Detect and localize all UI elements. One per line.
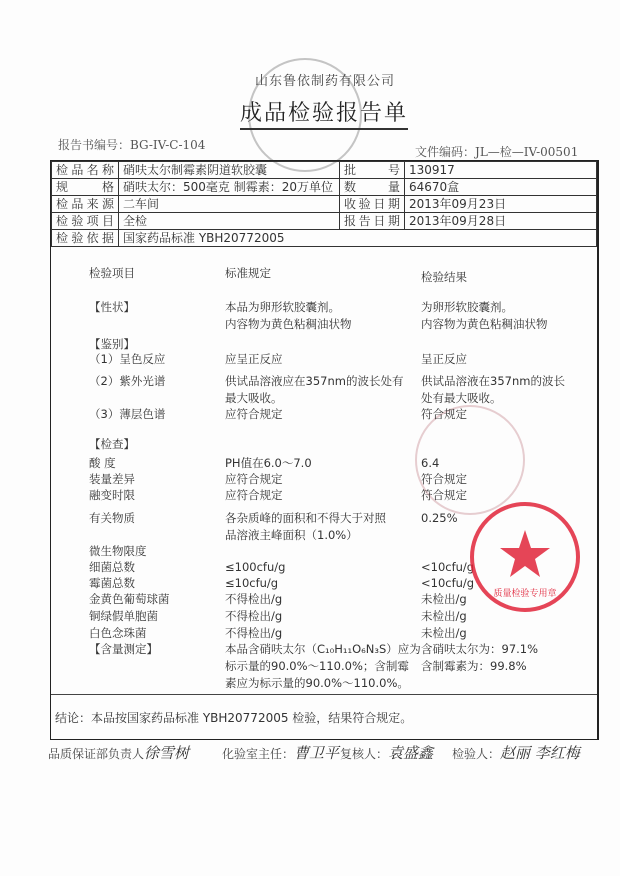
lab-signature: 曹卫平	[294, 744, 340, 762]
info-table	[51, 161, 597, 247]
label: 检验依据	[52, 230, 119, 247]
row-item: 【检查】	[89, 437, 135, 451]
row-item: （2）紫外光谱	[89, 374, 166, 388]
row-item: 有关物质	[89, 511, 135, 525]
row-item: 细菌总数	[89, 560, 135, 574]
row-standard: 供试品溶液应在357nm的波长处有	[225, 374, 404, 388]
divider	[51, 694, 597, 695]
row-item: 金黄色葡萄球菌	[89, 592, 170, 606]
inspector-label: 检验人：	[452, 747, 501, 761]
row-item: 融变时限	[89, 488, 135, 502]
col-header-item: 检验项目	[89, 266, 135, 280]
row-item: 【含量测定】	[89, 642, 158, 656]
row-standard: 应符合规定	[225, 472, 283, 486]
row-standard: 本品为卵形软胶囊剂。	[225, 300, 340, 314]
seal-text: 质量检验专用章	[493, 589, 557, 599]
row-standard: 品溶液主峰面积（1.0%）	[225, 528, 358, 542]
row-item: 【性状】	[89, 300, 135, 314]
row-result: 含制霉素为：99.8%	[421, 659, 527, 673]
label: 报告日期	[340, 213, 405, 230]
quantity: 64670盒	[405, 179, 597, 196]
row-standard: PH值在6.0～7.0	[225, 456, 312, 470]
row-result: 未检出/g	[421, 626, 467, 640]
row-standard: 不得检出/g	[225, 592, 283, 606]
row-result: 未检出/g	[421, 609, 467, 623]
report-date: 2013年09月28日	[405, 213, 597, 230]
file-code: JL—检—IV-00501	[475, 145, 579, 159]
row-standard: 不得检出/g	[225, 609, 283, 623]
row-standard: 素应为标示量的90.0%～110.0%。	[225, 676, 409, 690]
report-box	[50, 160, 599, 740]
report-no: BG-IV-C-104	[130, 138, 206, 152]
batch-no: 130917	[405, 162, 597, 179]
row-result: 呈正反应	[421, 352, 467, 366]
row-result: 符合规定	[421, 488, 467, 502]
row-result: <10cfu/g	[421, 560, 475, 574]
spec: 硝呋太尔：500毫克 制霉素：20万单位	[119, 179, 340, 196]
inspection-item: 全检	[119, 213, 340, 230]
conclusion: 结论：本品按国家药品标准 YBH20772005 检验，结果符合规定。	[55, 711, 413, 725]
review-signature: 袁盛鑫	[388, 744, 434, 762]
review-label: 复核人：	[340, 747, 389, 761]
row-item: （3）薄层色谱	[89, 407, 166, 421]
row-standard: 本品含硝呋太尔（C₁₀H₁₁O₆N₃S）应为	[225, 642, 421, 656]
product-name: 硝呋太尔制霉素阴道软胶囊	[119, 162, 340, 179]
row-result: 为卵形软胶囊剂。	[421, 300, 513, 314]
label: 检品来源	[52, 196, 119, 213]
row-standard: 应呈正反应	[225, 352, 283, 366]
row-result: 6.4	[421, 456, 440, 470]
label: 检品名称	[52, 162, 119, 179]
row-item: （1）呈色反应	[89, 352, 166, 366]
red-company-seal	[468, 500, 583, 615]
lab-signature-block	[222, 742, 339, 763]
basis: 国家药品标准 YBH20772005	[119, 230, 597, 247]
file-code-label: 文件编码：	[415, 145, 476, 159]
qa-signature: 徐雪树	[144, 744, 190, 762]
row-result: 未检出/g	[421, 592, 467, 606]
inspector-signature: 赵丽 李红梅	[500, 744, 580, 762]
lab-label: 化验室主任：	[222, 747, 295, 761]
col-header-result: 检验结果	[421, 270, 467, 284]
label: 收验日期	[340, 196, 405, 213]
label: 规 格	[52, 179, 119, 196]
qa-signature-block	[48, 742, 189, 763]
row-item: 霉菌总数	[89, 576, 135, 590]
row-item: 酸 度	[89, 456, 116, 470]
row-item: 铜绿假单胞菌	[89, 609, 158, 623]
label: 检验项目	[52, 213, 119, 230]
received-date: 2013年09月23日	[405, 196, 597, 213]
row-result: 0.25%	[421, 511, 458, 525]
row-item: 白色念珠菌	[89, 626, 147, 640]
label: 数 量	[340, 179, 405, 196]
row-result: 处有最大吸收。	[421, 391, 502, 405]
row-item: 【鉴别】	[89, 337, 135, 351]
row-standard: 内容物为黄色粘稠油状物	[225, 317, 352, 331]
source: 二车间	[119, 196, 340, 213]
inspector-signature-block	[452, 742, 580, 763]
row-standard: 应符合规定	[225, 407, 283, 421]
row-standard: 应符合规定	[225, 488, 283, 502]
row-item: 微生物限度	[89, 544, 147, 558]
report-title: 成品检验报告单	[240, 96, 408, 130]
company-name: 山东鲁依制药有限公司	[255, 74, 396, 89]
review-signature-block	[340, 742, 433, 763]
row-standard: 标示量的90.0%～110.0%；含制霉	[225, 659, 409, 673]
row-result: 符合规定	[421, 407, 467, 421]
row-result: 含硝呋太尔为：97.1%	[421, 642, 539, 656]
row-standard: 不得检出/g	[225, 626, 283, 640]
qa-label: 品质保证部负责人	[48, 747, 145, 761]
label: 批 号	[340, 162, 405, 179]
col-header-standard: 标准规定	[225, 266, 271, 280]
row-result: 供试品溶液在357nm的波长	[421, 374, 565, 388]
row-standard: ≤100cfu/g	[225, 560, 286, 574]
report-no-label: 报告书编号：	[58, 138, 131, 152]
row-standard: 最大吸收。	[225, 391, 283, 405]
row-result: <10cfu/g	[421, 576, 475, 590]
row-standard: 各杂质峰的面积和不得大于对照	[225, 511, 386, 525]
row-result: 内容物为黄色粘稠油状物	[421, 317, 548, 331]
row-result: 符合规定	[421, 472, 467, 486]
row-item: 装量差异	[89, 472, 135, 486]
row-standard: ≤10cfu/g	[225, 576, 279, 590]
